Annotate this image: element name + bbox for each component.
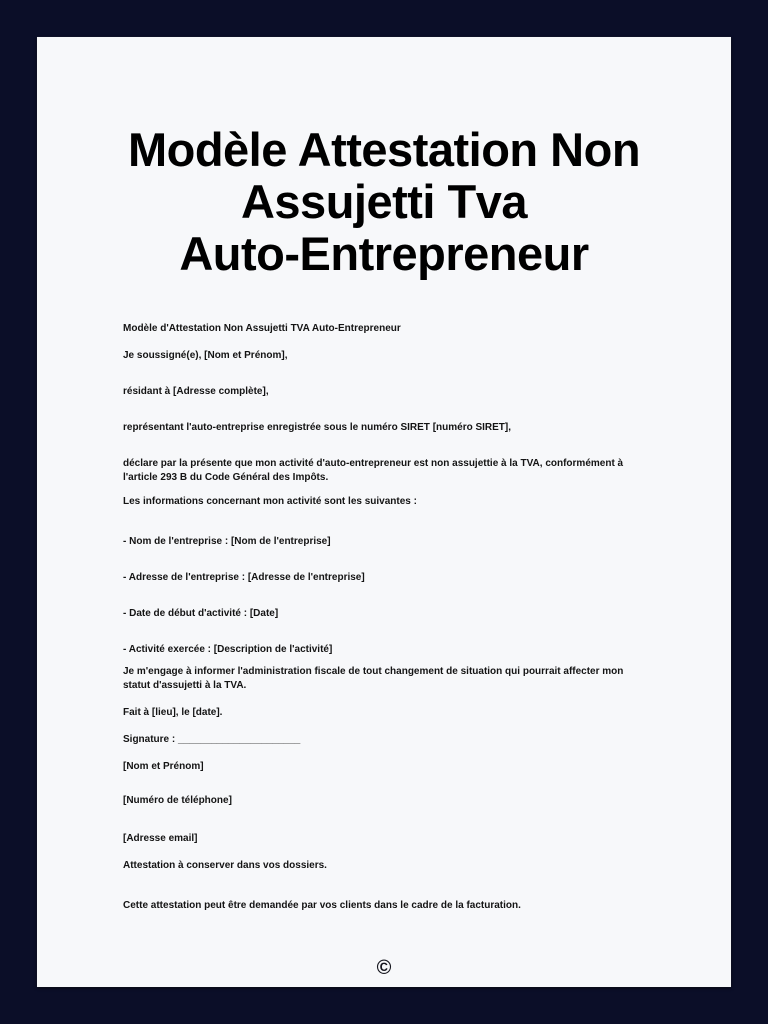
page-title-line-3: Auto-Entrepreneur <box>179 227 589 280</box>
para-informations: Les informations concernant mon activité sont les suivantes : <box>123 496 417 507</box>
page-title-line-2: Assujetti Tva <box>240 175 528 228</box>
para-facturation: Cette attestation peut être demandée par vos clients dans le cadre de la facturation. <box>123 900 521 911</box>
para-conserver: Attestation à conserver dans vos dossiers. <box>123 860 327 871</box>
para-email: [Adresse email] <box>123 833 198 844</box>
item-nom-entreprise: - Nom de l'entreprise : [Nom de l'entreprise] <box>123 536 331 547</box>
para-declare: déclare par la présente que mon activité d'auto-entrepreneur est non assujettie à la TVA, conformément à l'article 293 B du Code Général des Impôts. <box>123 458 624 483</box>
para-engagement: Je m'engage à informer l'administration fiscale de tout changement de situation qui pourrait affecter mon statut d'assujetti à la TVA. <box>123 666 624 691</box>
para-residant: résidant à [Adresse complète], <box>123 386 269 397</box>
item-adresse-entreprise: - Adresse de l'entreprise : [Adresse de l'entreprise] <box>123 572 365 583</box>
para-fait-a: Fait à [lieu], le [date]. <box>123 707 223 718</box>
para-nom-prenom: [Nom et Prénom] <box>123 761 204 772</box>
document-paper <box>37 37 731 987</box>
para-representant: représentant l'auto-entreprise enregistrée sous le numéro SIRET [numéro SIRET], <box>123 422 512 433</box>
item-date-debut: - Date de début d'activité : [Date] <box>123 608 279 619</box>
item-activite: - Activité exercée : [Description de l'activité] <box>123 644 333 655</box>
page-title <box>65 124 703 280</box>
para-soussigne: Je soussigné(e), [Nom et Prénom], <box>123 350 288 361</box>
para-telephone: [Numéro de téléphone] <box>123 795 232 806</box>
document-body <box>37 322 731 913</box>
page-title-line-1: Modèle Attestation Non <box>127 123 641 176</box>
copyright-symbol: © <box>376 957 392 979</box>
doc-heading: Modèle d'Attestation Non Assujetti TVA Auto-Entrepreneur <box>123 323 401 334</box>
para-signature-line: Signature : ______________________ <box>123 734 301 745</box>
